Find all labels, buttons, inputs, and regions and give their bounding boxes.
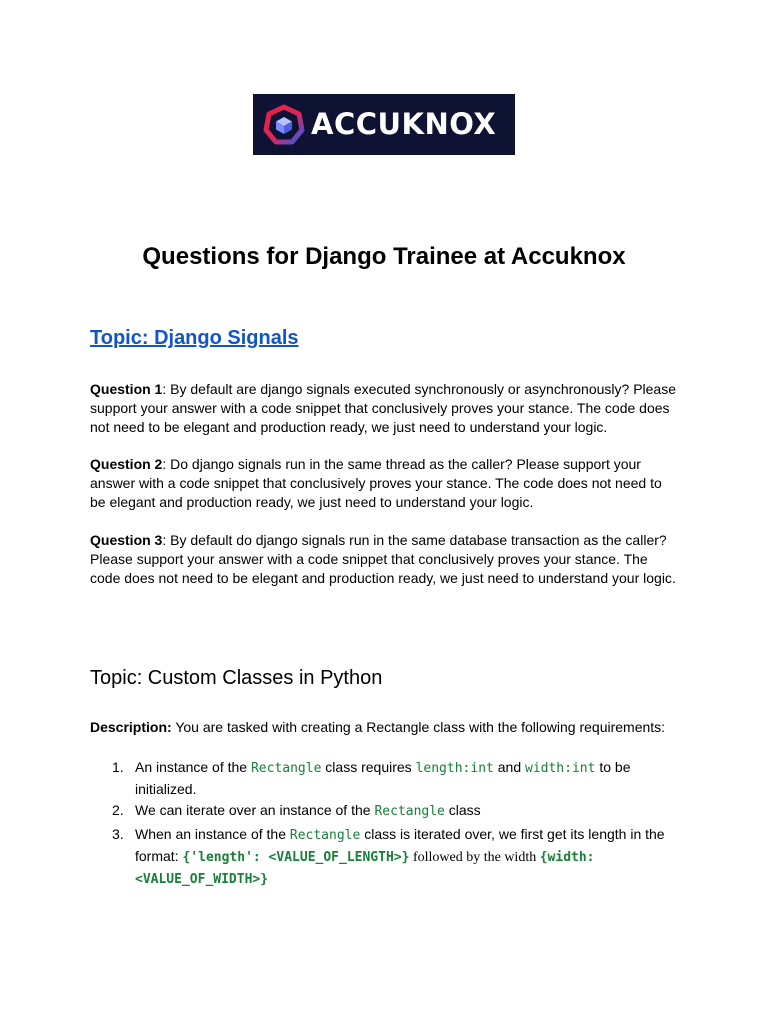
list-text: class: [444, 802, 481, 818]
list-text: followed by the width: [409, 850, 540, 865]
list-text: When an instance of the: [135, 826, 290, 842]
question-1: [90, 380, 680, 437]
question-text: : By default are django signals executed synchronously or asynchronously? Please support your answer with a code snippet that conclusively proves your stance. The code does not need to be elegant and production ready, we just need to understand your logic.: [90, 381, 676, 435]
topic-prefix: Topic:: [90, 327, 155, 349]
description-label: Description:: [90, 719, 172, 735]
topic-name: Django Signals: [154, 327, 299, 349]
list-item: [90, 824, 680, 890]
code-rectangle: Rectangle: [289, 828, 361, 843]
question-2: [90, 455, 680, 512]
code-width-format: {width: <VALUE_OF_WIDTH>}: [135, 850, 595, 887]
list-text: and: [493, 759, 525, 775]
code-width-int: width:int: [525, 761, 596, 776]
list-number: 1.: [112, 759, 124, 775]
list-text: An instance of the: [135, 759, 251, 775]
accuknox-logo: [253, 94, 515, 155]
description-text: You are tasked with creating a Rectangle class with the following requirements:: [171, 719, 666, 735]
question-3: [90, 531, 680, 588]
list-text: We can iterate over an instance of the: [135, 802, 375, 818]
topic-django-signals-link[interactable]: [90, 325, 299, 351]
code-rectangle: Rectangle: [374, 804, 445, 819]
list-text: to be initialized.: [135, 759, 631, 797]
question-label: Question 1: [90, 381, 163, 397]
list-text: class requires: [321, 759, 416, 775]
accuknox-logo-icon: [263, 104, 305, 146]
page-title: Questions for Django Trainee at Accuknox: [142, 243, 626, 270]
question-label: Question 2: [90, 456, 163, 472]
question-text: : Do django signals run in the same thread as the caller? Please support your answer with a code snippet that conclusively proves your stance. The code does not need to be elegant and production ready, we just need to understand your logic.: [90, 456, 662, 510]
code-length-int: length:int: [415, 761, 494, 776]
question-text: : By default do django signals run in the same database transaction as the caller? Please support your answer with a code snippet that conclusively proves your stance. The code does not need to be elegant and production ready, we just need to understand your logic.: [90, 532, 676, 586]
code-length-format: {'length': <VALUE_OF_LENGTH>}: [182, 850, 410, 865]
list-number: 3.: [112, 826, 124, 842]
question-label: Question 3: [90, 532, 163, 548]
logo-wordmark: ACCUKNOX: [311, 107, 497, 141]
code-rectangle: Rectangle: [250, 761, 322, 776]
list-number: 2.: [112, 802, 124, 818]
requirements-list: [90, 757, 680, 890]
list-item: [90, 757, 680, 799]
list-text: class is iterated over, we first get its length in the format:: [135, 826, 665, 864]
description: [90, 718, 680, 737]
topic-custom-classes-heading: Topic: Custom Classes in Python: [90, 667, 383, 689]
list-item: [90, 800, 680, 822]
